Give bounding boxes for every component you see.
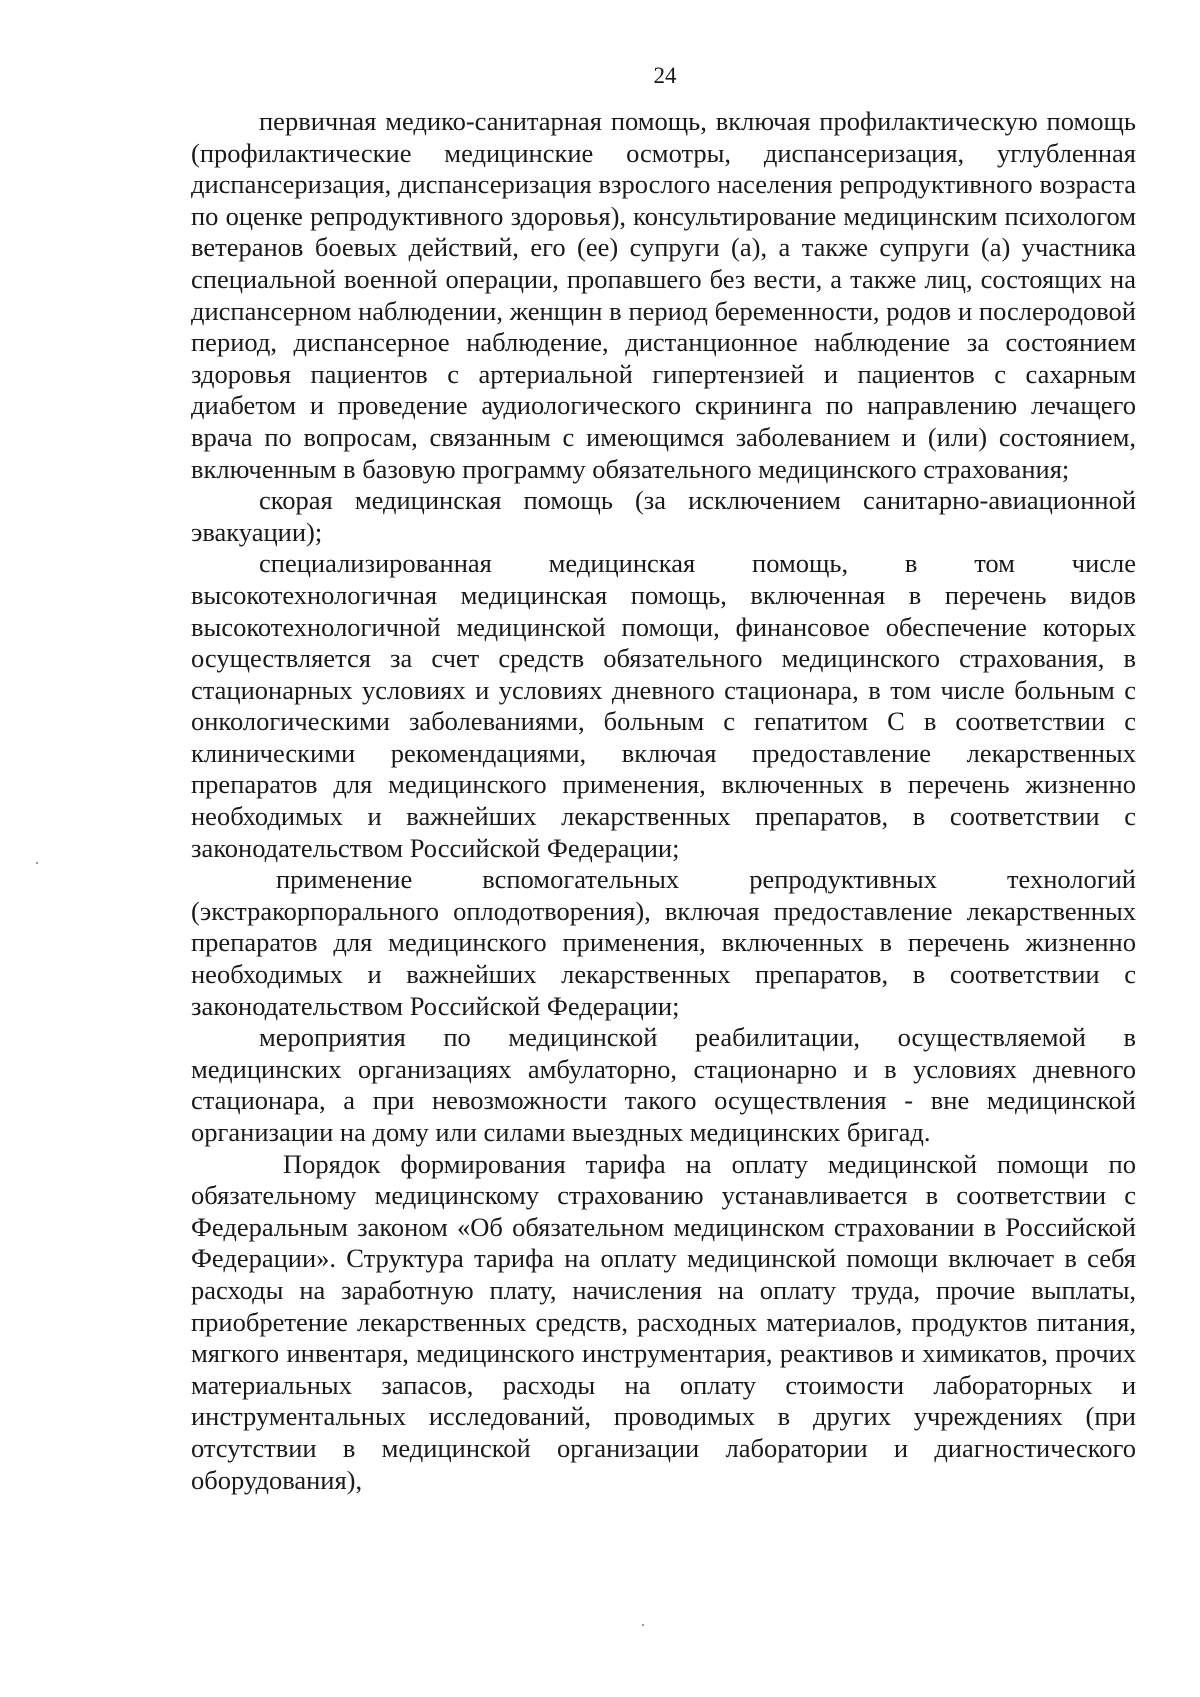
paragraph-tariff-procedure: Порядок формирования тарифа на оплату медицинской помощи по обязательному медицинскому страхованию устанавливается в соответствии с Федеральным законом «Об обязательном медицинском страховании в Российской Федерации». Структура тарифа на оплату медицинской помощи включает в себя расходы на заработную плату, начисления на оплату труда, прочие выплаты, приобретение лекарственных средств, расходных материалов, продуктов питания, мягкого инвентаря, медицинского инструментария, реактивов и химикатов, прочих материальных запасов, расходы на оплату стоимости лабораторных и инструментальных исследований, проводимых в других учреждениях (при отсутствии в медицинской организации лаборатории и диагностического оборудования), [191, 1148, 1136, 1495]
paragraph-specialized-care: специализированная медицинская помощь, в том числе высокотехнологичная медицинская помощь, включенная в перечень видов высокотехнологичной медицинской помощи, финансовое обеспечение которых осуществляется за счет средств обязательного медицинского страхования, в стационарных условиях и условиях дневного стационара, в том числе больным с онкологическими заболеваниями, больным с гепатитом С в соответствии с клиническими рекомендациями, включая предоставление лекарственных препаратов для медицинского применения, включенных в перечень жизненно необходимых и важнейших лекарственных препаратов, в соответствии с законодательством Российской Федерации; [191, 548, 1136, 863]
paragraph-rehabilitation: мероприятия по медицинской реабилитации, осуществляемой в медицинских организациях амбулаторно, стационарно и в условиях дневного стационара, а при невозможности такого осуществления - вне медицинской организации на дому или силами выездных медицинских бригад. [191, 1022, 1136, 1147]
paragraph-reproductive-technologies: применение вспомогательных репродуктивных технологий (экстракорпорального оплодотворения), включая предоставление лекарственных препаратов для медицинского применения, включенных в перечень жизненно необходимых и важнейших лекарственных препаратов, в соответствии с законодательством Российской Федерации; [191, 864, 1136, 1021]
paragraph-emergency-care: скорая медицинская помощь (за исключением санитарно-авиационной эвакуации); [191, 485, 1136, 547]
scan-speck [642, 1624, 644, 1626]
paragraph-primary-care: первичная медико-санитарная помощь, включая профилактическую помощь (профилактические медицинские осмотры, диспансеризация, углубленная диспансеризация, диспансеризация взрослого населения репродуктивного возраста по оценке репродуктивного здоровья), консультирование медицинским психологом ветеранов боевых действий, его (ее) супруги (а), а также супруги (а) участника специальной военной операции, пропавшего без вести, а также лиц, состоящих на диспансерном наблюдении, женщин в период беременности, родов и послеродовой период, диспансерное наблюдение, дистанционное наблюдение за состоянием здоровья пациентов с артериальной гипертензией и пациентов с сахарным диабетом и проведение аудиологического скрининга по направлению лечащего врача по вопросам, связанным с имеющимся заболеванием и (или) состоянием, включенным в базовую программу обязательного медицинского страхования; [191, 106, 1136, 484]
scan-speck [36, 862, 38, 864]
document-body [191, 106, 1136, 1496]
page-number: 24 [653, 63, 677, 88]
